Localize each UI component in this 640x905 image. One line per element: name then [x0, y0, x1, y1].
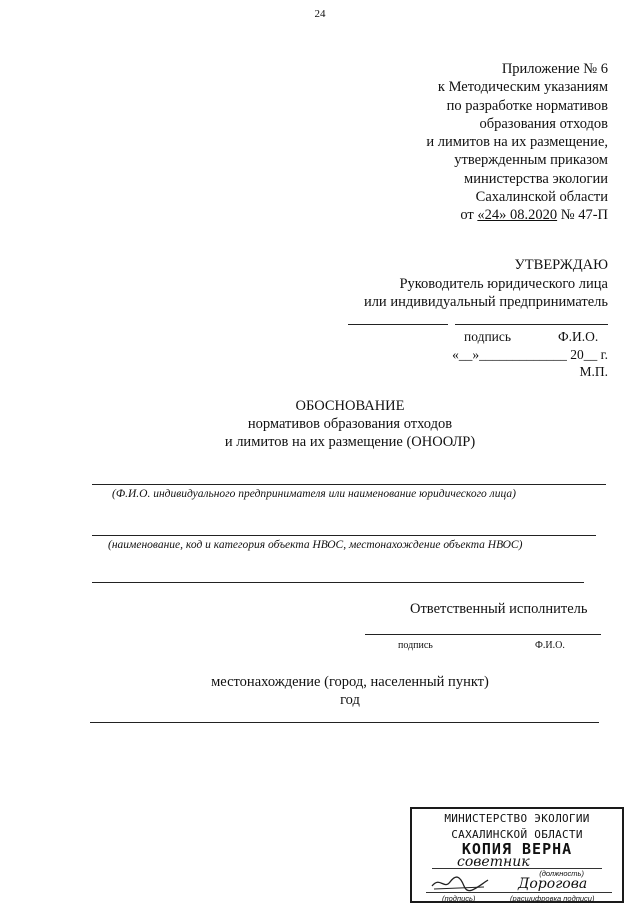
stamp-title: КОПИЯ ВЕРНА	[461, 840, 573, 858]
document-title	[0, 397, 640, 451]
blank-line	[92, 582, 584, 583]
executor-name-label: Ф.И.О.	[535, 640, 565, 651]
approval-block	[364, 256, 608, 312]
approval-sign-label: подпись	[464, 329, 512, 344]
stamp-position-label: (должность)	[539, 869, 584, 878]
location-underline	[90, 722, 599, 723]
stamp-line: САХАЛИНСКОЙ ОБЛАСТИ	[451, 828, 583, 841]
appendix-line: и лимитов на их размещение,	[426, 134, 608, 151]
approval-line: Руководитель юридического лица	[399, 275, 608, 292]
approval-line: или индивидуальный предприниматель	[363, 294, 608, 310]
appendix-line: утвержденным приказом	[454, 152, 608, 169]
entity-name-caption: (Ф.И.О. индивидуального предпринимателя или наименование юридического лица)	[112, 488, 516, 500]
title-line: и лимитов на их размещение (ОНООЛР)	[224, 434, 476, 450]
entity-name-line	[92, 484, 606, 485]
signature-icon	[430, 874, 490, 892]
appendix-block	[426, 60, 608, 225]
approval-name-line	[455, 324, 608, 325]
stamp-signature-label: (подпись)	[442, 894, 476, 903]
stamp-line: МИНИСТЕРСТВО ЭКОЛОГИИ	[444, 812, 590, 825]
stamp-position-handwritten: советник	[457, 854, 530, 870]
object-line	[92, 535, 596, 536]
copy-stamp	[410, 807, 624, 903]
stamp-name-handwritten: Дорогова	[518, 876, 588, 892]
stamp-position-line	[432, 868, 602, 869]
title-line: нормативов образования отходов	[247, 416, 453, 432]
order-number: № 47-П	[557, 207, 608, 224]
executor-sign-line	[365, 634, 601, 635]
stamp-position-row	[412, 854, 622, 870]
executor-label: Ответственный исполнитель	[410, 601, 588, 617]
order-date: «24» 08.2020	[477, 207, 558, 224]
appendix-line: по разработке нормативов	[446, 97, 608, 114]
stamp-decode-label: (расшифровка подписи)	[510, 894, 595, 903]
stamp-labels-row	[412, 894, 622, 904]
stamp-signature-line	[426, 892, 612, 893]
approval-seal-label: М.П.	[579, 364, 608, 379]
page-number: 24	[314, 8, 326, 20]
location-line: местонахождение (город, населенный пункт)	[211, 674, 489, 690]
title-line: ОБОСНОВАНИЕ	[295, 398, 405, 414]
appendix-order-line	[426, 206, 608, 224]
executor-sign-label: подпись	[398, 640, 433, 651]
location-block	[0, 673, 640, 709]
stamp-signature-row	[412, 878, 622, 894]
order-prefix: от	[460, 207, 478, 224]
appendix-line: Приложение № 6	[501, 61, 608, 77]
year-line: год	[340, 692, 360, 708]
approval-sign-line	[348, 324, 448, 325]
appendix-line: образования отходов	[479, 115, 608, 132]
appendix-line: министерства экологии	[464, 170, 608, 187]
approval-date-line: «__»_____________ 20__ г.	[452, 347, 608, 362]
approval-name-label: Ф.И.О.	[558, 329, 599, 344]
appendix-line: к Методическим указаниям	[437, 79, 608, 96]
appendix-line: Сахалинской области	[475, 189, 608, 206]
object-caption: (наименование, код и категория объекта НВОС, местонахождение объекта НВОС)	[108, 539, 523, 551]
approval-heading: УТВЕРЖДАЮ	[514, 257, 608, 273]
